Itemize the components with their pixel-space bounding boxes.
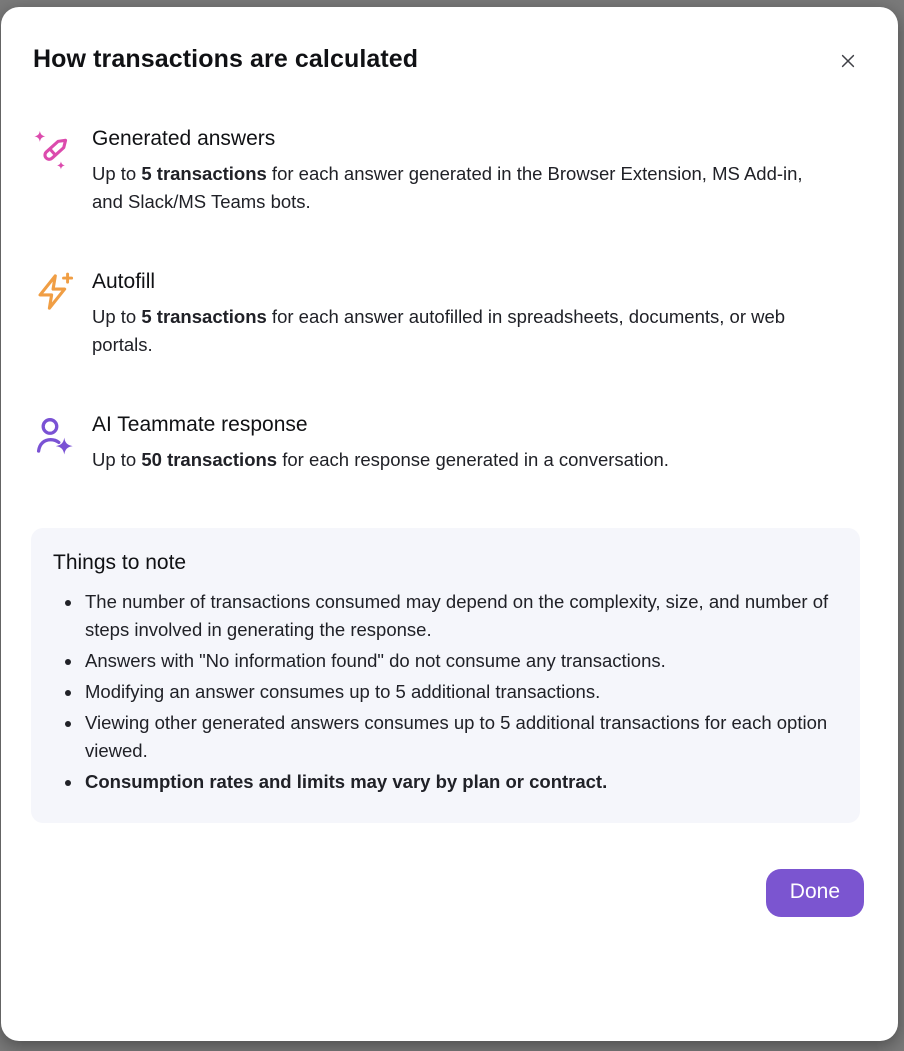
- section-ai-teammate: [31, 413, 866, 474]
- feature-text: [92, 413, 669, 474]
- body-bold: 50 transactions: [141, 449, 278, 470]
- note-box-heading: Things to note: [53, 551, 187, 574]
- dialog-title: How transactions are calculated: [33, 45, 419, 73]
- note-item: • Viewing other generated answers consumes up to 5 additional transactions for each option viewed.: [83, 709, 836, 765]
- section-heading: AI Teammate response: [92, 413, 308, 436]
- section-autofill: [31, 270, 866, 359]
- transactions-info-dialog: [1, 7, 898, 1041]
- section-body: [92, 303, 827, 359]
- section-body: [92, 160, 827, 216]
- section-generated-answers: [31, 127, 866, 216]
- body-suffix: for each response generated in a conversation.: [277, 449, 669, 470]
- section-body: [92, 446, 669, 474]
- note-item: • Modifying an answer consumes up to 5 additional transactions.: [83, 678, 836, 706]
- dialog-header: [33, 45, 866, 75]
- section-heading: Autofill: [92, 270, 156, 293]
- body-prefix: Up to: [92, 163, 142, 184]
- body-bold: 5 transactions: [141, 163, 267, 184]
- dialog-footer: [33, 869, 866, 917]
- body-suffix: for each answer generated in the Browser Extension, MS Add-in, and Slack/MS Teams bots.: [92, 163, 803, 212]
- body-bold: 5 transactions: [141, 306, 267, 327]
- done-button[interactable]: Done: [766, 869, 864, 917]
- lightning-plus-icon: [31, 270, 77, 359]
- body-suffix: for each answer autofilled in spreadsheets, documents, or web portals.: [92, 306, 786, 355]
- things-to-note-box: [31, 528, 860, 823]
- note-item: • The number of transactions consumed may depend on the complexity, size, and number of steps involved in generating the response.: [83, 588, 836, 644]
- note-item-bold: • Consumption rates and limits may vary by plan or contract.: [83, 768, 836, 796]
- body-prefix: Up to: [92, 306, 142, 327]
- note-item: • Answers with "No information found" do not consume any transactions.: [83, 647, 836, 675]
- note-list: [53, 588, 836, 796]
- feature-text: [92, 127, 827, 216]
- body-prefix: Up to: [92, 449, 142, 470]
- wand-sparkles-icon: [31, 127, 77, 216]
- section-heading: Generated answers: [92, 127, 276, 150]
- x-icon: [838, 51, 858, 71]
- person-sparkle-icon: [31, 413, 77, 474]
- close-button[interactable]: [834, 47, 862, 75]
- feature-text: [92, 270, 827, 359]
